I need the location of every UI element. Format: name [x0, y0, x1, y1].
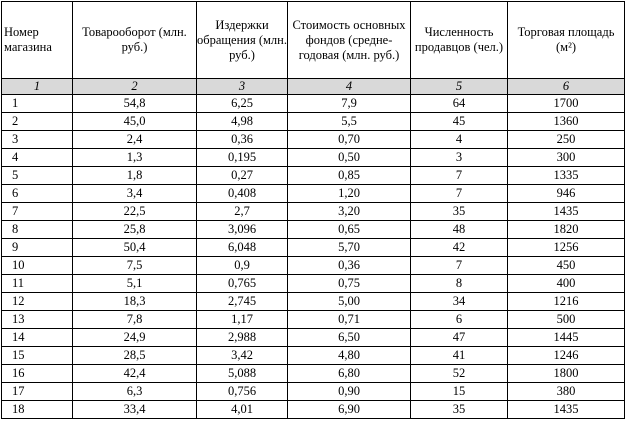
cell-fixed-assets-cost: 0,36	[288, 257, 411, 275]
cell-retail-area: 1800	[508, 365, 625, 383]
cell-fixed-assets-cost: 6,50	[288, 329, 411, 347]
cell-circulation-costs: 0,195	[197, 149, 288, 167]
cell-circulation-costs: 6,25	[197, 95, 288, 113]
cell-circulation-costs: 0,408	[197, 185, 288, 203]
cell-retail-area: 1360	[508, 113, 625, 131]
cell-retail-area: 450	[508, 257, 625, 275]
column-number-row	[2, 79, 625, 95]
table-row	[2, 203, 625, 221]
cell-turnover: 54,8	[73, 95, 197, 113]
cell-retail-area: 500	[508, 311, 625, 329]
cell-sellers-count: 45	[411, 113, 508, 131]
table-row	[2, 113, 625, 131]
cell-turnover: 2,4	[73, 131, 197, 149]
header-retail-area: Торговая площадь (м²)	[508, 2, 625, 79]
cell-sellers-count: 41	[411, 347, 508, 365]
cell-circulation-costs: 0,765	[197, 275, 288, 293]
cell-circulation-costs: 3,096	[197, 221, 288, 239]
cell-circulation-costs: 5,088	[197, 365, 288, 383]
cell-sellers-count: 47	[411, 329, 508, 347]
stores-table	[1, 1, 625, 419]
cell-retail-area: 1700	[508, 95, 625, 113]
cell-store-number: 7	[2, 203, 73, 221]
cell-retail-area: 1246	[508, 347, 625, 365]
cell-store-number: 4	[2, 149, 73, 167]
cell-fixed-assets-cost: 5,70	[288, 239, 411, 257]
cell-retail-area: 1435	[508, 401, 625, 419]
cell-turnover: 18,3	[73, 293, 197, 311]
table-row	[2, 383, 625, 401]
cell-sellers-count: 64	[411, 95, 508, 113]
cell-turnover: 1,8	[73, 167, 197, 185]
cell-sellers-count: 15	[411, 383, 508, 401]
table-row	[2, 185, 625, 203]
cell-fixed-assets-cost: 0,90	[288, 383, 411, 401]
table-row	[2, 95, 625, 113]
cell-circulation-costs: 2,988	[197, 329, 288, 347]
cell-sellers-count: 8	[411, 275, 508, 293]
cell-fixed-assets-cost: 0,65	[288, 221, 411, 239]
cell-retail-area: 1445	[508, 329, 625, 347]
column-number: 4	[288, 79, 411, 95]
cell-turnover: 25,8	[73, 221, 197, 239]
cell-store-number: 13	[2, 311, 73, 329]
cell-circulation-costs: 0,36	[197, 131, 288, 149]
cell-store-number: 8	[2, 221, 73, 239]
cell-circulation-costs: 2,745	[197, 293, 288, 311]
table-row	[2, 149, 625, 167]
cell-circulation-costs: 0,9	[197, 257, 288, 275]
cell-retail-area: 1256	[508, 239, 625, 257]
cell-store-number: 18	[2, 401, 73, 419]
cell-retail-area: 1335	[508, 167, 625, 185]
cell-turnover: 42,4	[73, 365, 197, 383]
cell-sellers-count: 34	[411, 293, 508, 311]
cell-fixed-assets-cost: 0,71	[288, 311, 411, 329]
cell-sellers-count: 42	[411, 239, 508, 257]
cell-store-number: 3	[2, 131, 73, 149]
cell-fixed-assets-cost: 0,50	[288, 149, 411, 167]
table-row	[2, 167, 625, 185]
column-number: 2	[73, 79, 197, 95]
cell-retail-area: 250	[508, 131, 625, 149]
cell-fixed-assets-cost: 5,00	[288, 293, 411, 311]
header-fixed-assets-cost: Стоимость основных фондов (средне-годовая (млн. руб.)	[288, 2, 411, 79]
cell-fixed-assets-cost: 1,20	[288, 185, 411, 203]
cell-circulation-costs: 2,7	[197, 203, 288, 221]
cell-sellers-count: 7	[411, 185, 508, 203]
table-row	[2, 329, 625, 347]
cell-circulation-costs: 6,048	[197, 239, 288, 257]
cell-store-number: 14	[2, 329, 73, 347]
cell-fixed-assets-cost: 5,5	[288, 113, 411, 131]
cell-fixed-assets-cost: 6,80	[288, 365, 411, 383]
cell-store-number: 12	[2, 293, 73, 311]
cell-turnover: 45,0	[73, 113, 197, 131]
table-row	[2, 221, 625, 239]
cell-turnover: 1,3	[73, 149, 197, 167]
cell-turnover: 50,4	[73, 239, 197, 257]
cell-retail-area: 1216	[508, 293, 625, 311]
cell-retail-area: 300	[508, 149, 625, 167]
cell-store-number: 15	[2, 347, 73, 365]
cell-sellers-count: 35	[411, 401, 508, 419]
cell-store-number: 5	[2, 167, 73, 185]
cell-fixed-assets-cost: 0,85	[288, 167, 411, 185]
column-number: 1	[2, 79, 73, 95]
table-row	[2, 131, 625, 149]
cell-retail-area: 1820	[508, 221, 625, 239]
cell-fixed-assets-cost: 3,20	[288, 203, 411, 221]
table-row	[2, 347, 625, 365]
header-circulation-costs: Издержки обращения (млн. руб.)	[197, 2, 288, 79]
cell-sellers-count: 52	[411, 365, 508, 383]
cell-sellers-count: 48	[411, 221, 508, 239]
cell-sellers-count: 7	[411, 167, 508, 185]
cell-turnover: 22,5	[73, 203, 197, 221]
header-store-number: Номер магазина	[2, 2, 73, 79]
cell-store-number: 1	[2, 95, 73, 113]
cell-retail-area: 946	[508, 185, 625, 203]
cell-turnover: 5,1	[73, 275, 197, 293]
cell-store-number: 2	[2, 113, 73, 131]
cell-turnover: 3,4	[73, 185, 197, 203]
cell-fixed-assets-cost: 0,75	[288, 275, 411, 293]
cell-turnover: 28,5	[73, 347, 197, 365]
cell-circulation-costs: 0,756	[197, 383, 288, 401]
header-turnover: Товарооборот (млн. руб.)	[73, 2, 197, 79]
cell-sellers-count: 6	[411, 311, 508, 329]
cell-retail-area: 400	[508, 275, 625, 293]
cell-retail-area: 1435	[508, 203, 625, 221]
header-sellers-count: Численность продавцов (чел.)	[411, 2, 508, 79]
cell-store-number: 10	[2, 257, 73, 275]
cell-turnover: 6,3	[73, 383, 197, 401]
cell-store-number: 9	[2, 239, 73, 257]
cell-circulation-costs: 3,42	[197, 347, 288, 365]
cell-sellers-count: 4	[411, 131, 508, 149]
table-body	[2, 95, 625, 419]
table-row	[2, 365, 625, 383]
cell-circulation-costs: 4,01	[197, 401, 288, 419]
cell-store-number: 17	[2, 383, 73, 401]
cell-circulation-costs: 1,17	[197, 311, 288, 329]
cell-sellers-count: 3	[411, 149, 508, 167]
cell-circulation-costs: 0,27	[197, 167, 288, 185]
cell-sellers-count: 7	[411, 257, 508, 275]
column-number: 5	[411, 79, 508, 95]
cell-turnover: 24,9	[73, 329, 197, 347]
cell-turnover: 7,5	[73, 257, 197, 275]
cell-circulation-costs: 4,98	[197, 113, 288, 131]
column-number: 3	[197, 79, 288, 95]
table-row	[2, 293, 625, 311]
table-row	[2, 401, 625, 419]
cell-store-number: 11	[2, 275, 73, 293]
cell-store-number: 16	[2, 365, 73, 383]
header-row	[2, 2, 625, 79]
table-row	[2, 275, 625, 293]
cell-retail-area: 380	[508, 383, 625, 401]
cell-fixed-assets-cost: 4,80	[288, 347, 411, 365]
table-row	[2, 239, 625, 257]
cell-fixed-assets-cost: 0,70	[288, 131, 411, 149]
cell-sellers-count: 35	[411, 203, 508, 221]
cell-store-number: 6	[2, 185, 73, 203]
table-row	[2, 311, 625, 329]
table-row	[2, 257, 625, 275]
cell-fixed-assets-cost: 7,9	[288, 95, 411, 113]
cell-turnover: 7,8	[73, 311, 197, 329]
cell-turnover: 33,4	[73, 401, 197, 419]
column-number: 6	[508, 79, 625, 95]
cell-fixed-assets-cost: 6,90	[288, 401, 411, 419]
